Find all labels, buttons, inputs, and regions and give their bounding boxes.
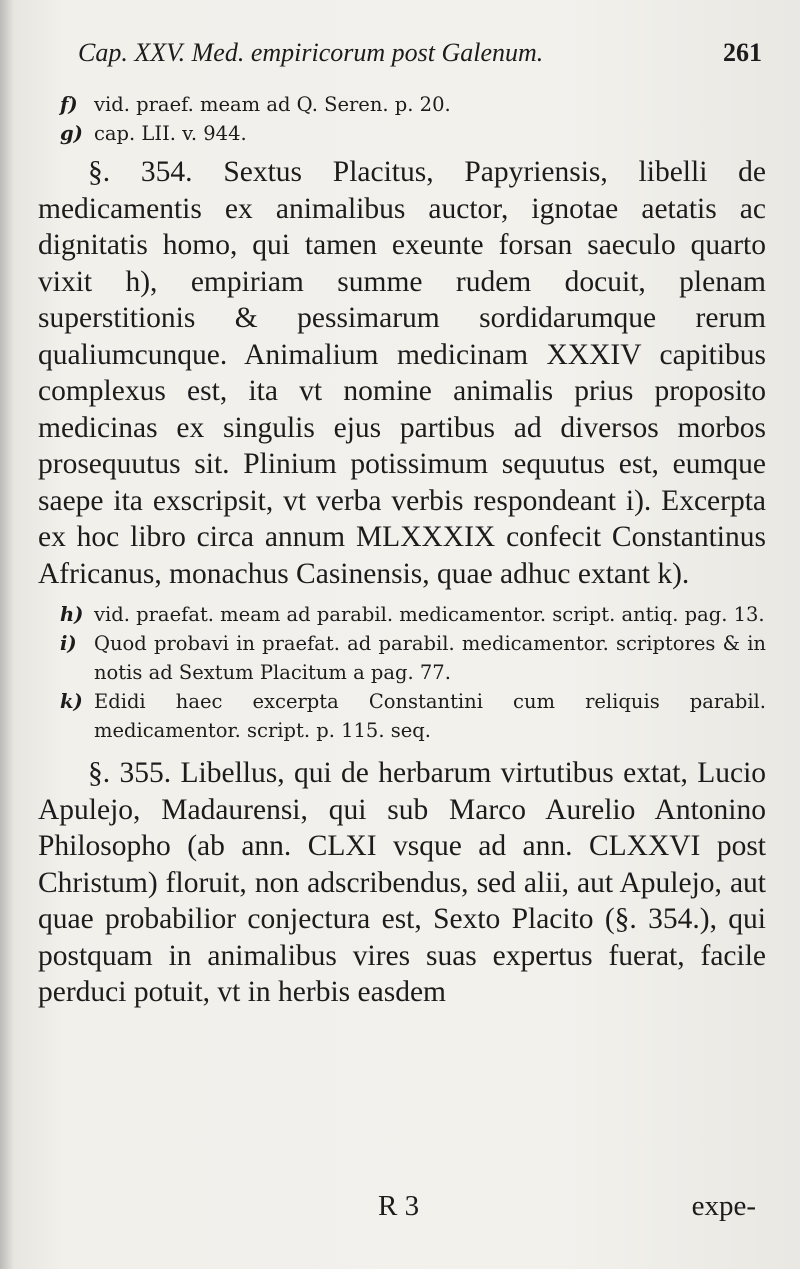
footnote-mark: h) <box>60 603 84 626</box>
footnote-text: vid. praef. meam ad Q. Seren. p. 20. <box>94 93 451 116</box>
footnote-mark: g) <box>60 122 83 145</box>
signature-mark: R 3 <box>378 1190 420 1222</box>
page-footer <box>38 1190 766 1230</box>
footnote-i <box>60 629 766 687</box>
page-number: 261 <box>723 38 762 67</box>
section-number: §. 355. <box>88 757 172 789</box>
paragraph-text: Sextus Placitus, Papyriensis, libelli de medicamentis ex animalibus auctor, ignotae aetatis ac dignitatis homo, qui tamen exeunte forsan saeculo quarto vixit h), empiriam summe rudem docuit, plenam superstitionis & pessimarum sordidarumque rerum qualiumcunque. Animalium medicinam XXXIV capitibus complexus est, ita vt nomine animalis prius proposito medicinas ex singulis ejus partibus ad diversos morbos prosequutus sit. Plinium potissimum sequutus est, eumque saepe ita exscripsit, vt verba verbis respondeant i). Excerpta ex hoc libro circa annum MLXXXIX confecit Constantinus Africanus, monachus Casinensis, quae adhuc extant k). <box>38 156 767 590</box>
footnote-text: Edidi haec excerpta Constantini cum reliquis parabil. medicamentor. script. p. 115. seq. <box>94 690 766 742</box>
page-content <box>38 38 766 1011</box>
binding-shadow <box>0 0 14 1269</box>
footnotes-354 <box>38 600 766 745</box>
footnote-h <box>60 600 766 629</box>
footnote-mark: i) <box>60 632 77 655</box>
footnote-k <box>60 687 766 745</box>
paragraph-355 <box>38 755 766 1011</box>
footnote-f <box>60 90 766 119</box>
paragraph-text: Libellus, qui de herbarum virtutibus extat, Lucio Apulejo, Madaurensi, qui sub Marco Aurelio Antonino Philosopho (ab ann. CLXI vsque ad ann. CLXXVI post Christum) floruit, non adscribendus, sed alii, aut Apulejo, aut quae probabilior conjectura est, Sexto Placito (§. 354.), qui postquam in animalibus vires suas expertus fuerat, facile perduci potuit, vt in herbis easdem <box>38 757 767 1008</box>
footnote-text: Quod probavi in praefat. ad parabil. medicamentor. scriptores & in notis ad Sextum Placitum a pag. 77. <box>94 632 766 684</box>
footnote-text: vid. praefat. meam ad parabil. medicamentor. script. antiq. pag. 13. <box>94 603 765 626</box>
top-footnotes <box>38 90 766 148</box>
footnote-text: cap. LII. v. 944. <box>94 122 247 145</box>
section-number: §. 354. <box>88 156 193 188</box>
catchword: expe- <box>691 1190 756 1222</box>
footnote-mark: f) <box>60 93 78 116</box>
footnote-mark: k) <box>60 690 83 713</box>
footnote-g <box>60 119 766 148</box>
running-header <box>38 38 766 78</box>
paragraph-354 <box>38 154 766 592</box>
running-title: Cap. XXV. Med. empiricorum post Galenum. <box>78 38 544 67</box>
